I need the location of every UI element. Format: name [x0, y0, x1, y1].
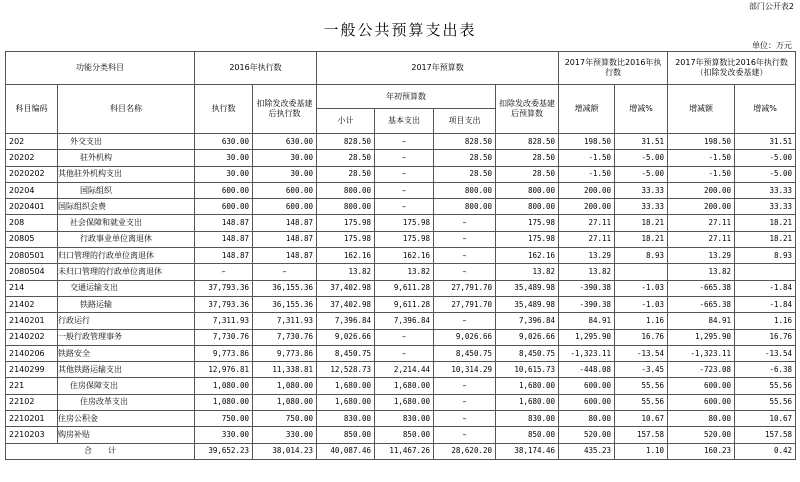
row-value: 36,155.36	[253, 280, 317, 296]
row-value: 828.50	[317, 134, 375, 150]
row-value: 7,730.76	[253, 329, 317, 345]
row-value: -13.54	[735, 345, 796, 361]
row-name: 住房改革支出	[58, 394, 195, 410]
total-value: 0.42	[735, 443, 796, 459]
row-value: 36,155.36	[253, 296, 317, 312]
row-value: 600.00	[195, 199, 253, 215]
row-value: 1.16	[735, 313, 796, 329]
row-value: 37,402.98	[317, 280, 375, 296]
header-compare-adjusted: 2017年预算数比2016年执行数（扣除发改委基建）	[668, 52, 796, 85]
row-value: 8.93	[615, 248, 668, 264]
row-value: 37,402.98	[317, 296, 375, 312]
table-row	[6, 248, 796, 264]
row-value: -1.84	[735, 280, 796, 296]
row-value: 9,026.66	[496, 329, 559, 345]
row-value: 200.00	[668, 199, 735, 215]
row-code: 2140299	[6, 362, 58, 378]
row-value: -5.00	[615, 166, 668, 182]
row-value: 27,791.70	[434, 296, 496, 312]
header-initial-budget: 年初预算数	[317, 85, 496, 109]
row-value: 28.50	[317, 150, 375, 166]
header-budget2017: 2017年预算数	[317, 52, 559, 85]
row-value: 27,791.70	[434, 280, 496, 296]
header-incr-percent: 增减%	[615, 85, 668, 134]
row-value: 1,080.00	[253, 394, 317, 410]
row-value: 198.50	[559, 134, 615, 150]
row-value: 84.91	[668, 313, 735, 329]
row-value: 830.00	[375, 411, 434, 427]
row-value: 31.51	[735, 134, 796, 150]
row-value: 148.87	[195, 248, 253, 264]
row-value: 55.56	[615, 378, 668, 394]
row-value: 828.50	[434, 134, 496, 150]
row-value: -723.08	[668, 362, 735, 378]
row-value: 37,793.36	[195, 280, 253, 296]
header-category: 功能分类科目	[6, 52, 195, 85]
row-value: 850.00	[375, 427, 434, 443]
row-code: 2080504	[6, 264, 58, 280]
row-value: 13.82	[668, 264, 735, 280]
row-value: 30.00	[195, 150, 253, 166]
total-value: 435.23	[559, 443, 615, 459]
row-value: 9,026.66	[434, 329, 496, 345]
row-value: 600.00	[253, 199, 317, 215]
table-row	[6, 182, 796, 198]
row-value: 33.33	[615, 199, 668, 215]
row-value: -1,323.11	[668, 345, 735, 361]
row-value: –	[375, 166, 434, 182]
row-value: 600.00	[559, 378, 615, 394]
row-value: 162.16	[375, 248, 434, 264]
total-label: 合 计	[6, 443, 195, 459]
header-subtotal: 小计	[317, 109, 375, 134]
row-value: –	[434, 231, 496, 247]
row-value: –	[195, 264, 253, 280]
total-value: 1.10	[615, 443, 668, 459]
row-value: 148.87	[253, 248, 317, 264]
row-value: –	[375, 134, 434, 150]
row-value: -665.38	[668, 280, 735, 296]
row-name: 国际组织	[58, 182, 195, 198]
row-name: 未归口管理的行政单位离退休	[58, 264, 195, 280]
row-value: 35,489.98	[496, 296, 559, 312]
total-value: 160.23	[668, 443, 735, 459]
row-value: 13.29	[668, 248, 735, 264]
row-value: 600.00	[559, 394, 615, 410]
row-name: 购房补贴	[58, 427, 195, 443]
row-value: 175.98	[317, 215, 375, 231]
row-code: 21402	[6, 296, 58, 312]
row-value: 1,680.00	[317, 394, 375, 410]
row-value: –	[375, 150, 434, 166]
row-value: 18.21	[615, 215, 668, 231]
row-value: -1,323.11	[559, 345, 615, 361]
row-code: 2020202	[6, 166, 58, 182]
row-code: 2080501	[6, 248, 58, 264]
row-value: 10,615.73	[496, 362, 559, 378]
unit-label: 单位：万元	[752, 41, 792, 50]
row-value: –	[434, 411, 496, 427]
row-value: 13.82	[375, 264, 434, 280]
row-value: -5.00	[735, 150, 796, 166]
row-value: 28.50	[434, 166, 496, 182]
row-value: 175.98	[375, 215, 434, 231]
table-row	[6, 199, 796, 215]
row-name: 归口管理的行政单位离退休	[58, 248, 195, 264]
row-value: 27.11	[559, 231, 615, 247]
row-value: 9,773.86	[253, 345, 317, 361]
row-value: 7,311.93	[253, 313, 317, 329]
row-value: 28.50	[434, 150, 496, 166]
row-value: 800.00	[434, 199, 496, 215]
row-name: 一般行政管理事务	[58, 329, 195, 345]
table-number-label: 部门公开表2	[748, 2, 794, 11]
row-value: -3.45	[615, 362, 668, 378]
row-value: 330.00	[195, 427, 253, 443]
table-row	[6, 215, 796, 231]
row-value: 1,680.00	[375, 394, 434, 410]
header-incr-amount-adjusted: 增减额	[668, 85, 735, 134]
row-value: 520.00	[559, 427, 615, 443]
table-row	[6, 166, 796, 182]
row-value: -1.84	[735, 296, 796, 312]
header-basic: 基本支出	[375, 109, 434, 134]
row-name: 铁路运输	[58, 296, 195, 312]
row-name: 住房公积金	[58, 411, 195, 427]
row-value: -1.50	[559, 150, 615, 166]
row-value: -390.38	[559, 296, 615, 312]
row-value: 162.16	[317, 248, 375, 264]
row-value: 7,396.84	[375, 313, 434, 329]
row-value: 10,314.29	[434, 362, 496, 378]
row-value: 30.00	[195, 166, 253, 182]
header-name: 科目名称	[58, 85, 195, 134]
header-incr-percent-adjusted: 增减%	[735, 85, 796, 134]
table-row	[6, 150, 796, 166]
row-value: 157.58	[735, 427, 796, 443]
row-value: 175.98	[496, 231, 559, 247]
row-value: 9,026.66	[317, 329, 375, 345]
row-value: 7,396.84	[496, 313, 559, 329]
table-row	[6, 313, 796, 329]
row-value: 330.00	[253, 427, 317, 443]
row-value: –	[434, 248, 496, 264]
row-value: 800.00	[434, 182, 496, 198]
row-value: 8,450.75	[317, 345, 375, 361]
row-value: 175.98	[375, 231, 434, 247]
row-value: 1.16	[615, 313, 668, 329]
row-value: 600.00	[668, 378, 735, 394]
row-value: 9,611.28	[375, 280, 434, 296]
row-code: 2210203	[6, 427, 58, 443]
row-value: 11,338.81	[253, 362, 317, 378]
row-code: 2020401	[6, 199, 58, 215]
budget-table	[5, 51, 796, 460]
row-value: -5.00	[615, 150, 668, 166]
row-value: 1,680.00	[496, 378, 559, 394]
row-value: -1.50	[668, 150, 735, 166]
row-name: 外交支出	[58, 134, 195, 150]
row-value: 1,080.00	[195, 394, 253, 410]
row-name: 铁路安全	[58, 345, 195, 361]
row-value: 1,080.00	[195, 378, 253, 394]
row-value: 27.11	[668, 231, 735, 247]
row-value: 600.00	[195, 182, 253, 198]
row-code: 2210201	[6, 411, 58, 427]
row-value: 830.00	[496, 411, 559, 427]
row-value: -1.03	[615, 280, 668, 296]
row-value: 10.67	[615, 411, 668, 427]
row-value: -13.54	[615, 345, 668, 361]
row-value: 31.51	[615, 134, 668, 150]
row-value: 84.91	[559, 313, 615, 329]
row-value: 1,680.00	[317, 378, 375, 394]
row-value: 7,730.76	[195, 329, 253, 345]
row-value: 175.98	[496, 215, 559, 231]
header-exec-adjusted: 扣除发改委基建后执行数	[253, 85, 317, 134]
row-name: 其他驻外机构支出	[58, 166, 195, 182]
row-value: 600.00	[668, 394, 735, 410]
row-code: 20202	[6, 150, 58, 166]
table-row	[6, 345, 796, 361]
table-row	[6, 264, 796, 280]
row-value: 80.00	[559, 411, 615, 427]
row-value: –	[375, 329, 434, 345]
row-value: 13.82	[559, 264, 615, 280]
row-value: 830.00	[317, 411, 375, 427]
row-value: 148.87	[195, 231, 253, 247]
row-value: 148.87	[253, 231, 317, 247]
row-value: 2,214.44	[375, 362, 434, 378]
row-value: 16.76	[615, 329, 668, 345]
row-value: 13.82	[317, 264, 375, 280]
table-row	[6, 427, 796, 443]
row-value: 630.00	[195, 134, 253, 150]
row-value: –	[375, 345, 434, 361]
row-code: 221	[6, 378, 58, 394]
row-value: 55.56	[615, 394, 668, 410]
table-row	[6, 411, 796, 427]
header-exec: 执行数	[195, 85, 253, 134]
row-value	[735, 264, 796, 280]
row-name: 行政事业单位离退休	[58, 231, 195, 247]
row-value: –	[375, 182, 434, 198]
row-value: 27.11	[668, 215, 735, 231]
row-value: 800.00	[496, 182, 559, 198]
row-value: 8,450.75	[434, 345, 496, 361]
row-value: –	[434, 313, 496, 329]
row-value: -5.00	[735, 166, 796, 182]
row-value: 8,450.75	[496, 345, 559, 361]
row-name: 交通运输支出	[58, 280, 195, 296]
row-value: 18.21	[735, 231, 796, 247]
row-code: 214	[6, 280, 58, 296]
row-value: 148.87	[253, 215, 317, 231]
row-code: 2140202	[6, 329, 58, 345]
row-value: 750.00	[195, 411, 253, 427]
row-value: -390.38	[559, 280, 615, 296]
row-value: 30.00	[253, 150, 317, 166]
row-value: 800.00	[317, 182, 375, 198]
row-value: 200.00	[559, 199, 615, 215]
table-row	[6, 134, 796, 150]
row-value: 55.56	[735, 378, 796, 394]
page-title: 一般公共预算支出表	[323, 21, 477, 39]
row-value: 800.00	[496, 199, 559, 215]
row-name: 国际组织会费	[58, 199, 195, 215]
row-value: 1,295.90	[668, 329, 735, 345]
row-value: 148.87	[195, 215, 253, 231]
row-value: –	[434, 264, 496, 280]
row-value: 18.21	[735, 215, 796, 231]
row-value: 1,680.00	[375, 378, 434, 394]
row-code: 2140206	[6, 345, 58, 361]
row-value: 28.50	[496, 166, 559, 182]
row-value: 198.50	[668, 134, 735, 150]
row-value	[615, 264, 668, 280]
row-name: 住房保障支出	[58, 378, 195, 394]
row-value: 1,080.00	[253, 378, 317, 394]
row-value: 33.33	[735, 182, 796, 198]
total-value: 38,174.46	[496, 443, 559, 459]
row-value: 30.00	[253, 166, 317, 182]
row-value: 200.00	[668, 182, 735, 198]
row-value: –	[434, 378, 496, 394]
row-code: 202	[6, 134, 58, 150]
row-value: -6.38	[735, 362, 796, 378]
header-incr-amount: 增减额	[559, 85, 615, 134]
row-value: –	[434, 427, 496, 443]
row-value: 7,311.93	[195, 313, 253, 329]
row-value: 8.93	[735, 248, 796, 264]
row-value: 162.16	[496, 248, 559, 264]
row-value: -1.50	[559, 166, 615, 182]
row-value: 13.82	[496, 264, 559, 280]
row-value: 27.11	[559, 215, 615, 231]
table-row	[6, 394, 796, 410]
table-row	[6, 329, 796, 345]
row-value: 18.21	[615, 231, 668, 247]
header-exec2016: 2016年执行数	[195, 52, 317, 85]
row-value: 28.50	[496, 150, 559, 166]
row-value: 520.00	[668, 427, 735, 443]
row-value: 10.67	[735, 411, 796, 427]
row-code: 20204	[6, 182, 58, 198]
row-value: -1.03	[615, 296, 668, 312]
table-row	[6, 231, 796, 247]
total-value: 11,467.26	[375, 443, 434, 459]
header-budget-adjusted: 扣除发改委基建后预算数	[496, 85, 559, 134]
row-value: 13.29	[559, 248, 615, 264]
row-value: –	[434, 394, 496, 410]
row-value: 37,793.36	[195, 296, 253, 312]
table-row	[6, 280, 796, 296]
row-value: -1.50	[668, 166, 735, 182]
table-row	[6, 378, 796, 394]
row-value: 35,489.98	[496, 280, 559, 296]
total-value: 40,087.46	[317, 443, 375, 459]
total-row	[6, 443, 796, 459]
row-value: -448.08	[559, 362, 615, 378]
row-value: 16.76	[735, 329, 796, 345]
row-value: 7,396.84	[317, 313, 375, 329]
header-code: 科目编码	[6, 85, 58, 134]
header-project: 项目支出	[434, 109, 496, 134]
total-value: 38,014.23	[253, 443, 317, 459]
row-value: 12,976.81	[195, 362, 253, 378]
row-value: 1,680.00	[496, 394, 559, 410]
row-name: 社会保障和就业支出	[58, 215, 195, 231]
row-value: 33.33	[615, 182, 668, 198]
total-value: 39,652.23	[195, 443, 253, 459]
row-value: -665.38	[668, 296, 735, 312]
row-name: 其他铁路运输支出	[58, 362, 195, 378]
row-value: 800.00	[317, 199, 375, 215]
row-code: 208	[6, 215, 58, 231]
total-value: 28,620.20	[434, 443, 496, 459]
row-value: –	[253, 264, 317, 280]
row-code: 2140201	[6, 313, 58, 329]
row-value: 828.50	[496, 134, 559, 150]
row-value: 33.33	[735, 199, 796, 215]
row-value: 9,611.28	[375, 296, 434, 312]
row-code: 20805	[6, 231, 58, 247]
row-value: 750.00	[253, 411, 317, 427]
table-row	[6, 362, 796, 378]
row-value: 200.00	[559, 182, 615, 198]
row-value: 600.00	[253, 182, 317, 198]
row-value: 850.00	[317, 427, 375, 443]
row-value: 28.50	[317, 166, 375, 182]
row-value: 1,295.90	[559, 329, 615, 345]
row-value: –	[434, 215, 496, 231]
row-value: 630.00	[253, 134, 317, 150]
row-value: 175.98	[317, 231, 375, 247]
row-value: 12,528.73	[317, 362, 375, 378]
header-compare-exec: 2017年预算数比2016年执行数	[559, 52, 668, 85]
table-row	[6, 296, 796, 312]
row-value: 9,773.86	[195, 345, 253, 361]
row-value: 55.56	[735, 394, 796, 410]
row-value: 157.58	[615, 427, 668, 443]
row-value: 850.00	[496, 427, 559, 443]
row-value: 80.00	[668, 411, 735, 427]
row-value: –	[375, 199, 434, 215]
row-name: 行政运行	[58, 313, 195, 329]
row-name: 驻外机构	[58, 150, 195, 166]
row-code: 22102	[6, 394, 58, 410]
